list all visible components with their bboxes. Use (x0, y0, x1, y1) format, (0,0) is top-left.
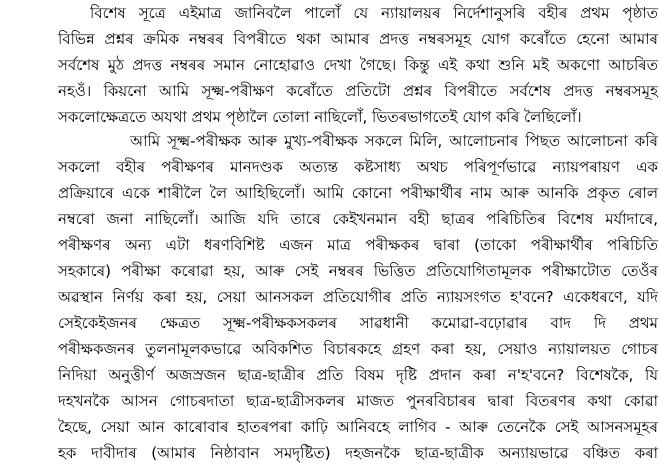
paragraph-line: নিদিয়া অনুত্তীৰ্ণ অজস্ৰজন ছাত্ৰ-ছাত্ৰীৰ প্ৰতি বিষম দৃষ্টি প্ৰদান কৰা ন'হ'বনে? বিশেষকৈ, যি (58, 366, 658, 384)
paragraph-line: পৰীক্ষণৰ অন্য এটা ধৰণবিশিষ্ট এজন মাত্ৰ পৰীক্ষকৰ দ্বাৰা (তাকো পৰীক্ষাৰ্থীৰ পৰিচিতি (58, 236, 658, 254)
paragraph-line: দহখনকৈ আসন গোচৰদাতা ছাত্ৰ-ছাত্ৰীসকলৰ মাজত পুনৰবিচাৰৰ দ্বাৰা বিতৰণৰ কথা কোৱা (58, 392, 658, 410)
paragraph-1 (58, 0, 658, 130)
paragraph-line: পৰীক্ষকজনৰ তুলনামূলকভাৱে অবিকশিত বিচাৰকহে গ্ৰহণ কৰা হয়, সেয়াও ন্যায়ালয়ত গোচৰ (58, 340, 658, 358)
paragraph-line: হৈছে, সেয়া আন কাৰোবাৰ হাতৰপৰা কাঢ়ি আনিবহে লাগিব - আৰু তেনেকৈ সেই আসনসমূহৰ (58, 418, 658, 436)
paragraph-line: বিশেষ সূত্রে এইমাত্র জানিবলৈ পালোঁ যে ন্যায়ালয়ৰ নিৰ্দেশানুসৰি বহীৰ প্ৰথম পৃষ্ঠাত (90, 4, 658, 22)
paragraph-line: নহওঁ। কিয়নো আমি সূক্ষ্ম-পৰীক্ষণ কৰোঁতে প্ৰতিটো প্ৰশ্নৰ বিপৰীতে সৰ্বশেষ প্ৰদত্ত নম্বৰসমূহ (58, 82, 658, 100)
paragraph-line: সকলো বহীৰ পৰীক্ষণৰ মানদণ্ডক অত্যন্ত কষ্টসাধ্য অথচ পৰিপূৰ্ণভাৱে ন্যায়পৰায়ণ এক (58, 158, 658, 176)
paragraph-line: হক দাবীদাৰ (আমাৰ নিষ্ঠাবান সমদৃষ্টিত) দহজনকৈ ছাত্ৰ-ছাত্ৰীক অন্যায়ভাৱে বঞ্চিত কৰা (58, 444, 658, 462)
paragraph-line: অৱস্থান নিৰ্ণয় কৰা হয়, সেয়া আনসকল প্ৰতিযোগীৰ প্ৰতি ন্যায়সংগত হ'বনে? একেধৰণে, যদি (58, 288, 658, 306)
paragraph-line: প্ৰক্ৰিয়াৰে একে শাৰীলৈ লৈ আহিছিলোঁ। আমি কোনো পৰীক্ষাৰ্থীৰ নাম আৰু আনকি প্ৰকৃত ৰোল (58, 184, 658, 202)
paragraph-line: সৰ্বশেষ মুঠ প্ৰদত্ত নম্বৰৰ সমান নোহোৱাও দেখা গৈছে। কিন্তু এই কথা শুনি মই অকণো আচৰিত (58, 56, 658, 74)
paragraph-line: নম্বৰো জনা নাছিলোঁ। আজি যদি তাৰে কেইখনমান বহী ছাত্ৰৰ পৰিচিতিৰ বিশেষ মৰ্যাদাৰে, (58, 210, 658, 228)
paragraph-line: সেইকেইজনৰ ক্ষেত্ৰত সূক্ষ্ম-পৰীক্ষকসকলৰ সাৱধানী কমোৱা-বঢ়োৱাৰ বাদ দি প্ৰথম (58, 314, 658, 332)
paragraph-line: সহকাৰে) পৰীক্ষা কৰোৱা হয়, আৰু সেই নম্বৰৰ ভিত্তিত প্ৰতিযোগিতামূলক পৰীক্ষাটোত তেওঁৰ (58, 262, 658, 280)
paragraph-line: আমি সূক্ষ্ম-পৰীক্ষক আৰু মুখ্য-পৰীক্ষক সকলে মিলি, আলোচনাৰ পিছত আলোচনা কৰি (130, 132, 658, 150)
paragraph-line: সকলোক্ষেত্ৰতে অযথা প্ৰথম পৃষ্ঠালৈ তোলা নাছিলোঁ, ভিতৰভাগতেই যোগ কৰি লৈছিলোঁ। (58, 108, 582, 126)
paragraph-line: বিভিন্ন প্ৰশ্নৰ ক্ৰমিক নম্বৰৰ বিপৰীতে থকা আমাৰ প্ৰদত্ত নম্বৰসমূহ যোগ কৰোঁতে হেনো আমাৰ (58, 30, 658, 48)
paragraph-2 (58, 128, 658, 466)
